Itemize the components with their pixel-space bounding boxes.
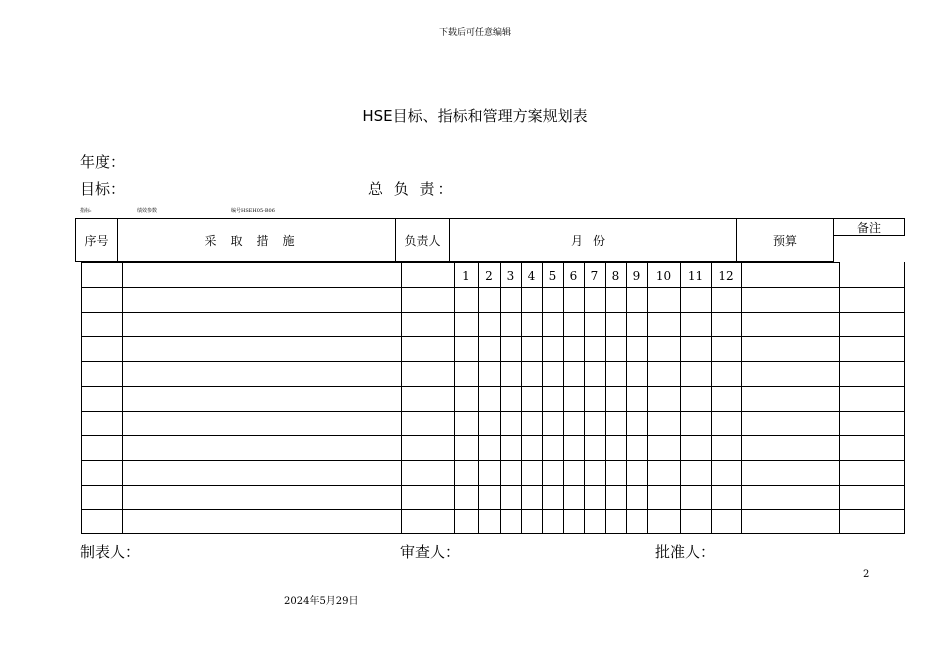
document-date: 2024年5月29日 — [284, 596, 359, 607]
meta-code: 编号HSEH05-B06 — [231, 208, 275, 214]
header-budget — [736, 218, 834, 262]
grid-column-line — [605, 262, 606, 534]
grid-row-line — [81, 411, 905, 412]
grid-column-line — [478, 262, 479, 534]
grid-row-line — [81, 485, 905, 486]
grid-column-line — [81, 262, 82, 534]
grid-column-line — [584, 262, 585, 534]
header-budget-label: 预算 — [772, 233, 797, 248]
grid-column-line — [563, 262, 564, 534]
month-number: 10 — [655, 269, 672, 283]
month-number: 12 — [718, 269, 734, 283]
month-number: 7 — [590, 269, 599, 283]
grid-column-line — [454, 262, 455, 534]
grid-row-line — [81, 312, 905, 313]
month-number: 5 — [548, 269, 557, 283]
month-number: 2 — [485, 269, 493, 283]
target-label: 目标： — [80, 180, 126, 198]
header-month-label: 月份 — [570, 233, 615, 248]
grid-row-line — [81, 435, 905, 436]
header-remark — [834, 218, 905, 236]
month-number: 3 — [506, 269, 515, 283]
grid-column-line — [839, 262, 840, 534]
meta-indicator: 指标: — [80, 208, 92, 214]
header-responsible — [395, 218, 449, 262]
grid-column-line — [647, 262, 648, 534]
month-number: 6 — [569, 269, 578, 283]
grid-column-line — [521, 262, 522, 534]
signature-reviewer: 审查人： — [400, 543, 461, 561]
header-seq-label: 序号 — [84, 233, 109, 248]
signature-maker: 制表人： — [80, 543, 141, 561]
plan-table-grid — [81, 262, 905, 534]
owner-label: 总 负 责： — [368, 180, 456, 198]
header-measures — [117, 218, 395, 262]
grid-row-line — [81, 262, 839, 263]
grid-row-line — [81, 336, 905, 337]
month-number: 8 — [611, 269, 620, 283]
header-seq — [75, 218, 117, 262]
grid-column-line — [542, 262, 543, 534]
grid-column-line — [680, 262, 681, 534]
header-month — [449, 218, 736, 262]
grid-row-line — [81, 361, 905, 362]
meta-params: 绩效参数 — [137, 208, 158, 214]
grid-column-line — [626, 262, 627, 534]
grid-row-line — [81, 460, 905, 461]
grid-column-line — [401, 262, 402, 534]
header-note: 下载后可任意编辑 — [438, 28, 511, 38]
grid-column-line — [500, 262, 501, 534]
month-number: 1 — [462, 269, 470, 283]
grid-row-line — [81, 386, 905, 387]
month-number: 11 — [687, 269, 704, 283]
grid-row-line — [81, 533, 905, 534]
header-responsible-label: 负责人 — [404, 233, 441, 248]
month-number: 9 — [632, 269, 641, 283]
grid-row-line — [81, 287, 905, 288]
month-number: 4 — [527, 269, 536, 283]
document-title: HSE目标、指标和管理方案规划表 — [362, 107, 588, 125]
header-remark-label: 备注 — [856, 220, 881, 235]
grid-column-line — [741, 262, 742, 534]
grid-column-line — [711, 262, 712, 534]
grid-row-line — [81, 509, 905, 510]
page-number: 2 — [863, 569, 870, 580]
header-measures-label: 采取措施 — [204, 233, 309, 248]
grid-column-line — [904, 262, 905, 534]
year-label: 年度： — [80, 153, 126, 171]
grid-column-line — [122, 262, 123, 534]
signature-approver: 批准人： — [655, 543, 716, 561]
